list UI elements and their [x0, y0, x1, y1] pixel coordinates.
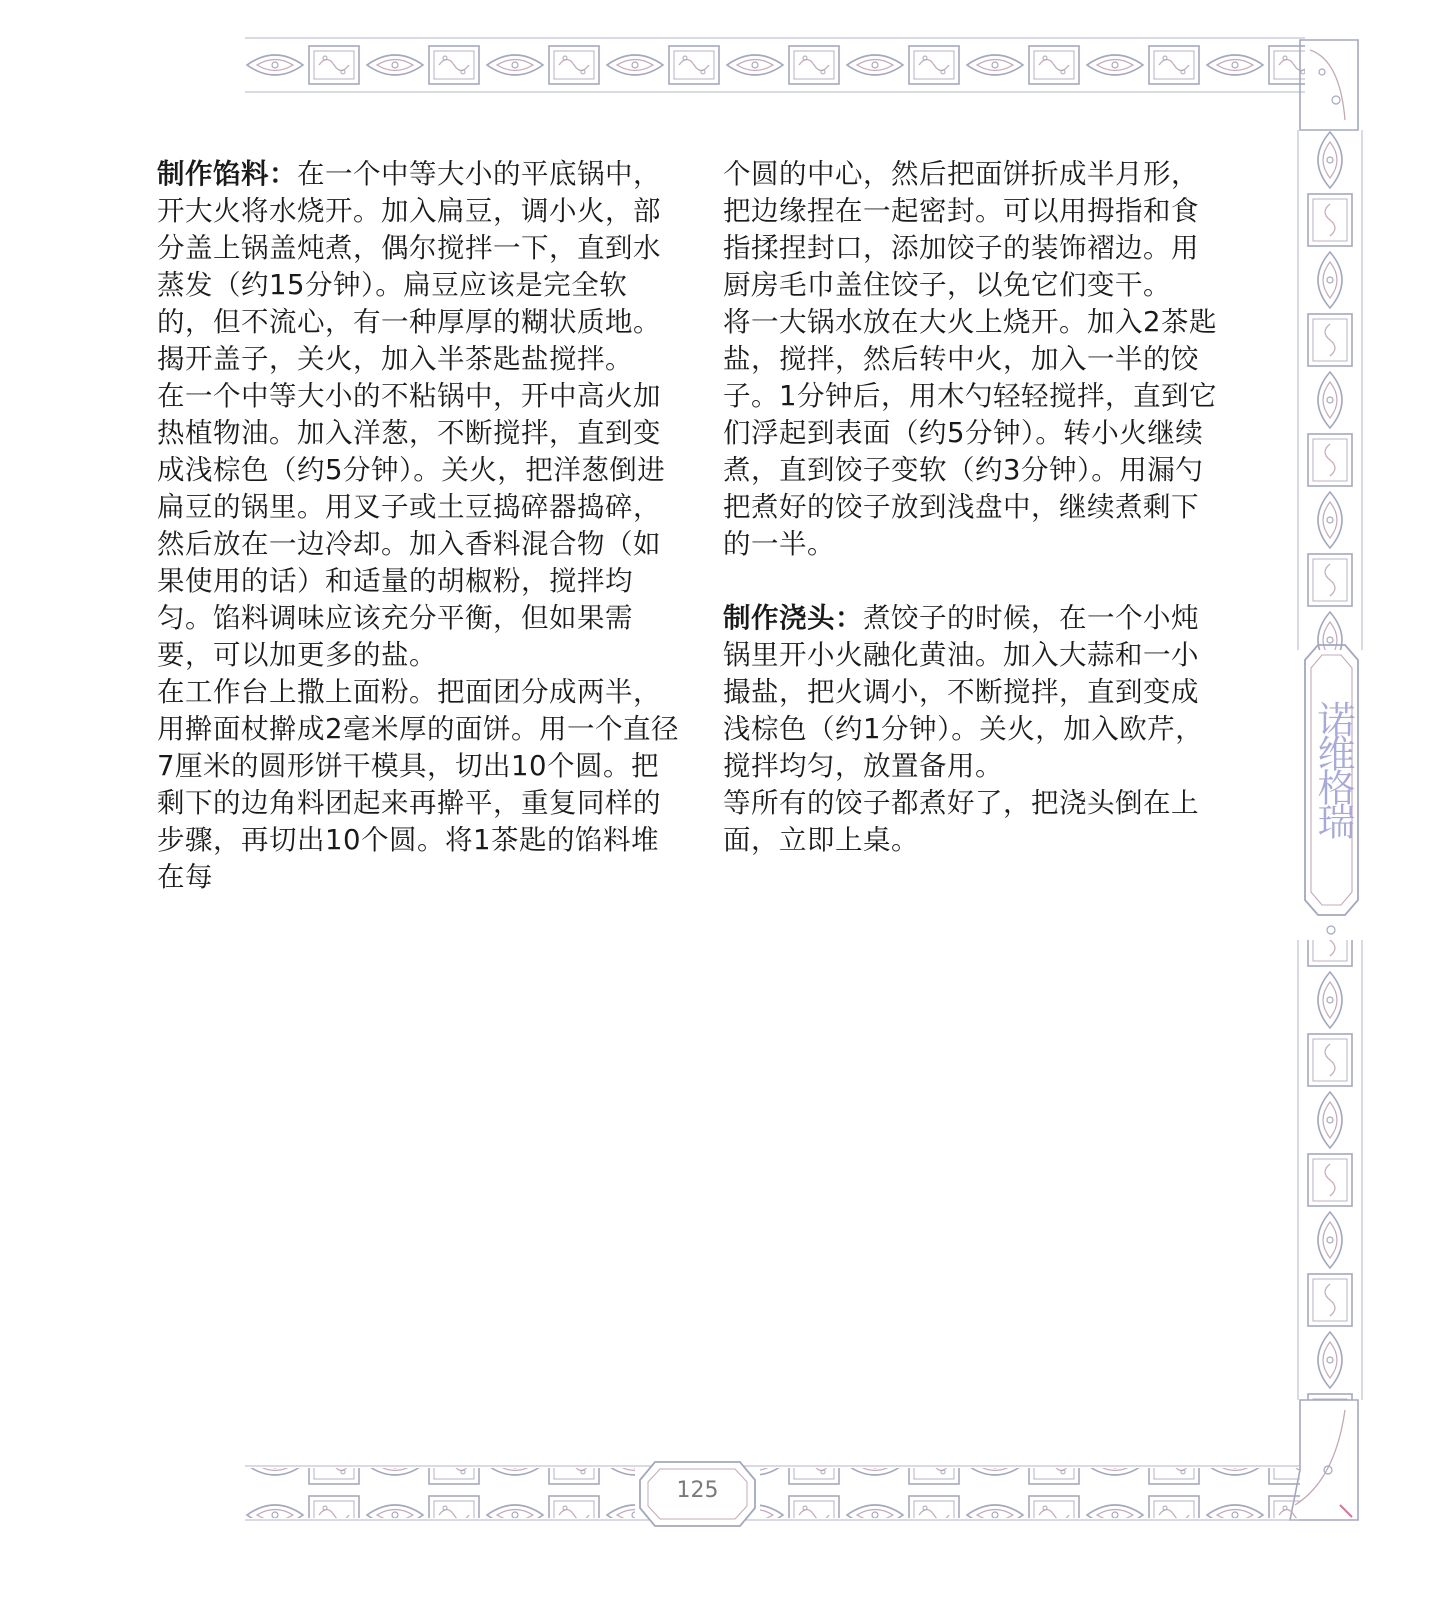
- right-text-column: [723, 156, 1223, 859]
- filling-paragraph: [157, 156, 682, 378]
- dough-text: 在工作台上撒上面粉。把面团分成两半，用擀面杖擀成2毫米厚的面饼。用一个直径7厘米的圆形饼干模具，切出10个圆。把剩下的边角料团起来再擀平，重复同样的步骤，再切出10个圆。将1茶匙的馅料堆在每: [157, 676, 679, 893]
- shaping-text: 个圆的中心，然后把面饼折成半月形，把边缘捏在一起密封。可以用拇指和食指揉捏封口，添加饺子的装饰褶边。用厨房毛巾盖住饺子，以免它们变干。: [723, 158, 1199, 301]
- filling-heading: 制作馅料：: [157, 158, 297, 190]
- paragraph-gap: [723, 563, 1223, 600]
- dough-paragraph: [157, 674, 682, 896]
- left-text-column: [157, 156, 682, 896]
- chapter-label: 诺维格瑞: [1311, 700, 1355, 836]
- page-number: 125: [676, 1478, 719, 1503]
- topping-heading: 制作浇头：: [723, 602, 863, 634]
- filling-text: 在一个中等大小的平底锅中，开大火将水烧开。加入扁豆，调小火，部分盖上锅盖炖煮，偶尔搅拌一下，直到水蒸发（约15分钟）。扁豆应该是完全软的，但不流心，有一种厚厚的糊状质地。揭开盖子，关火，加入半茶匙盐搅拌。: [157, 158, 661, 375]
- onion-paragraph: [157, 378, 682, 674]
- topping-paragraph: [723, 600, 1223, 785]
- boiling-text: 将一大锅水放在大火上烧开。加入2茶匙盐，搅拌，然后转中火，加入一半的饺子。1分钟后，用木勺轻轻搅拌，直到它们浮起到表面（约5分钟）。转小火继续煮，直到饺子变软（约3分钟）。用漏勺把煮好的饺子放到浅盘中，继续煮剩下的一半。: [723, 306, 1217, 560]
- shaping-paragraph: [723, 156, 1223, 304]
- boiling-paragraph: [723, 304, 1223, 563]
- serving-text: 等所有的饺子都煮好了，把浇头倒在上面，立即上桌。: [723, 787, 1199, 856]
- topping-text: 煮饺子的时候，在一个小炖锅里开小火融化黄油。加入大蒜和一小撮盐，把火调小，不断搅拌，直到变成浅棕色（约1分钟）。关火，加入欧芹，搅拌均匀，放置备用。: [723, 602, 1204, 782]
- serving-paragraph: [723, 785, 1223, 859]
- onion-text: 在一个中等大小的不粘锅中，开中高火加热植物油。加入洋葱，不断搅拌，直到变成浅棕色（约5分钟）。关火，把洋葱倒进扁豆的锅里。用叉子或土豆捣碎器捣碎，然后放在一边冷却。加入香料混合物（如果使用的话）和适量的胡椒粉，搅拌均匀。馅料调味应该充分平衡，但如果需要，可以加更多的盐。: [157, 380, 666, 671]
